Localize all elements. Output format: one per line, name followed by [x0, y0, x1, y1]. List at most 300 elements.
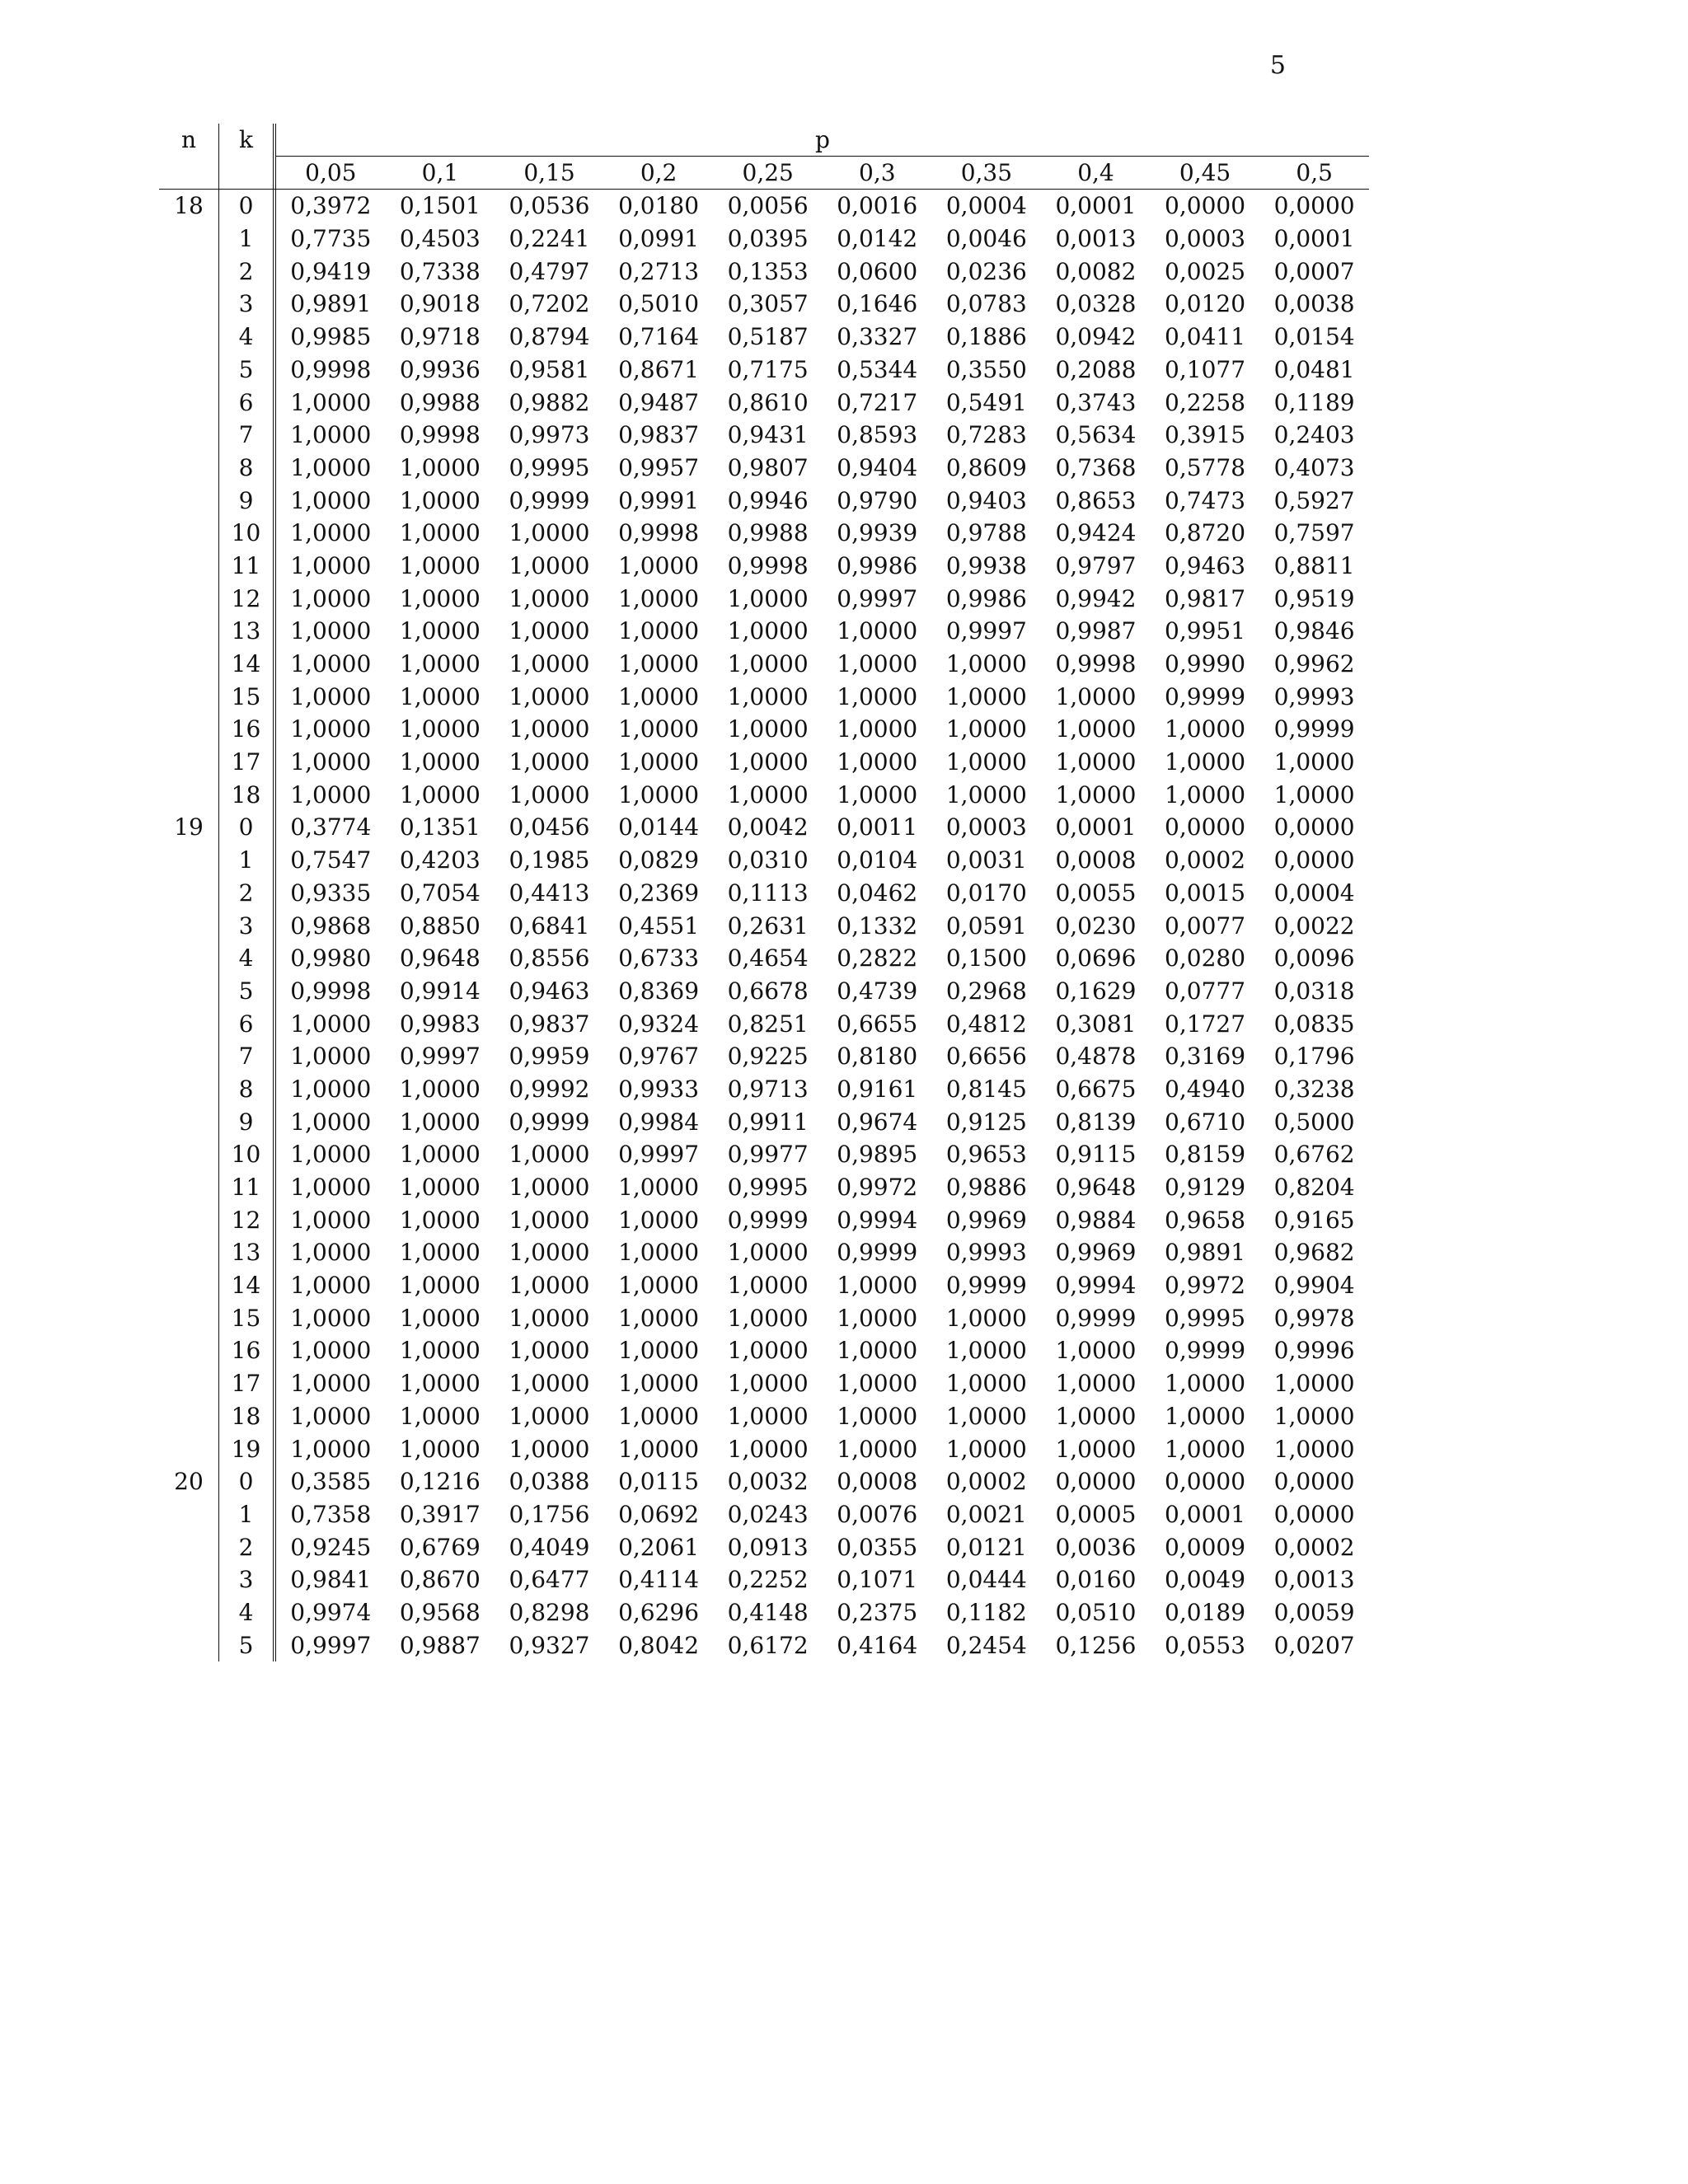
probability-cell: 0,0002: [945, 1468, 1027, 1496]
probability-cell: 0,2241: [509, 225, 590, 253]
n-cell: 19: [159, 811, 219, 844]
probability-cell: 0,2088: [1055, 355, 1137, 383]
probability-cell: 0,1113: [727, 879, 809, 907]
probability-cell: 0,9648: [1055, 1174, 1137, 1201]
probability-cell: 1,0000: [290, 617, 372, 645]
n-cell: [159, 255, 219, 288]
p-value-header: 0,05: [305, 158, 357, 186]
probability-cell: 0,8794: [509, 323, 590, 351]
n-cell: 18: [159, 190, 219, 223]
probability-cell: 1,0000: [618, 1239, 700, 1267]
n-cell: [159, 1596, 219, 1629]
k-cell: 10: [219, 1138, 276, 1171]
probability-cell: 0,0013: [1273, 1566, 1355, 1594]
probability-cell: 0,9999: [1165, 1337, 1246, 1365]
probability-cell: 0,0015: [1165, 879, 1246, 907]
probability-cell: 1,0000: [399, 1337, 481, 1365]
k-cell: 16: [219, 1334, 276, 1367]
probability-cell: 0,9911: [727, 1108, 809, 1136]
table-row: [159, 1236, 1369, 1269]
k-cell: 13: [219, 1236, 276, 1269]
k-cell: 7: [219, 419, 276, 452]
probability-cell: 0,3081: [1055, 1010, 1137, 1038]
n-header: n: [159, 124, 219, 157]
probability-cell: 0,3169: [1165, 1043, 1246, 1071]
probability-cell: 0,0236: [945, 257, 1027, 285]
probability-cell: 1,0000: [290, 486, 372, 514]
probability-cell: 1,0000: [509, 617, 590, 645]
k-cell: 11: [219, 550, 276, 583]
probability-cell: 0,4940: [1165, 1075, 1246, 1103]
probability-cell: 0,6477: [509, 1566, 590, 1594]
table-row: [159, 321, 1369, 354]
probability-cell: 0,0000: [1273, 192, 1355, 220]
k-cell: 15: [219, 681, 276, 714]
probability-cell: 1,0000: [399, 486, 481, 514]
probability-cell: 0,0000: [1273, 1500, 1355, 1528]
binomial-table: [159, 124, 1369, 1661]
probability-cell: 0,0000: [1165, 813, 1246, 841]
probability-cell: 0,0388: [509, 1468, 590, 1496]
probability-cell: 1,0000: [399, 617, 481, 645]
probability-cell: 0,0600: [837, 257, 918, 285]
probability-cell: 0,9324: [618, 1010, 700, 1038]
probability-cell: 0,9999: [509, 1108, 590, 1136]
table-row: [159, 648, 1369, 681]
probability-cell: 0,9335: [290, 879, 372, 907]
probability-cell: 0,2375: [837, 1598, 918, 1626]
probability-cell: 0,0783: [945, 290, 1027, 318]
probability-cell: 0,0355: [837, 1533, 918, 1561]
probability-cell: 0,1256: [1055, 1631, 1137, 1659]
probability-cell: 1,0000: [945, 1370, 1027, 1398]
probability-cell: 1,0000: [1055, 715, 1137, 743]
n-cell: [159, 387, 219, 419]
probability-cell: 0,3327: [837, 323, 918, 351]
probability-cell: 0,6762: [1273, 1141, 1355, 1169]
probability-cell: 0,4739: [837, 977, 918, 1005]
probability-cell: 0,9841: [290, 1566, 372, 1594]
probability-cell: 0,9997: [618, 1141, 700, 1169]
probability-cell: 1,0000: [290, 1010, 372, 1038]
probability-cell: 1,0000: [399, 1402, 481, 1430]
probability-cell: 0,9718: [399, 323, 481, 351]
probability-cell: 0,0121: [945, 1533, 1027, 1561]
probability-cell: 1,0000: [509, 1370, 590, 1398]
probability-cell: 0,0005: [1055, 1500, 1137, 1528]
k-cell: 12: [219, 583, 276, 616]
probability-cell: 0,8609: [945, 453, 1027, 481]
table-row: [159, 746, 1369, 779]
probability-cell: 1,0000: [290, 1304, 372, 1332]
probability-cell: 1,0000: [399, 1370, 481, 1398]
probability-cell: 0,0031: [945, 846, 1027, 874]
probability-cell: 1,0000: [618, 1206, 700, 1234]
probability-cell: 0,8251: [727, 1010, 809, 1038]
probability-cell: 0,0510: [1055, 1598, 1137, 1626]
probability-cell: 1,0000: [618, 1435, 700, 1463]
table-row: [159, 1106, 1369, 1139]
probability-cell: 1,0000: [837, 682, 918, 710]
k-cell: 8: [219, 452, 276, 485]
probability-cell: 1,0000: [399, 1206, 481, 1234]
probability-cell: 0,9999: [1273, 715, 1355, 743]
probability-cell: 1,0000: [837, 1402, 918, 1430]
probability-cell: 0,7473: [1165, 486, 1246, 514]
probability-cell: 0,9403: [945, 486, 1027, 514]
probability-cell: 1,0000: [837, 1435, 918, 1463]
probability-cell: 1,0000: [290, 1370, 372, 1398]
probability-cell: 0,9674: [837, 1108, 918, 1136]
probability-cell: 0,9998: [1055, 650, 1137, 677]
probability-cell: 1,0000: [399, 682, 481, 710]
probability-cell: 0,0230: [1055, 912, 1137, 940]
probability-cell: 0,4654: [727, 944, 809, 972]
probability-cell: 0,9568: [399, 1598, 481, 1626]
probability-cell: 0,2631: [727, 912, 809, 940]
table-row: [159, 1073, 1369, 1106]
probability-cell: 1,0000: [945, 780, 1027, 808]
n-cell: [159, 1269, 219, 1302]
probability-cell: 0,5634: [1055, 421, 1137, 449]
probability-cell: 0,2403: [1273, 421, 1355, 449]
probability-cell: 0,9129: [1165, 1174, 1246, 1201]
probability-cell: 0,1629: [1055, 977, 1137, 1005]
probability-cell: 0,0004: [945, 192, 1027, 220]
probability-cell: 0,9165: [1273, 1206, 1355, 1234]
table-row: [159, 288, 1369, 321]
probability-cell: 0,6655: [837, 1010, 918, 1038]
probability-cell: 0,9998: [399, 421, 481, 449]
probability-cell: 1,0000: [399, 1304, 481, 1332]
table-row: [159, 713, 1369, 746]
n-cell: [159, 419, 219, 452]
probability-cell: 1,0000: [727, 715, 809, 743]
n-cell: [159, 1040, 219, 1073]
probability-cell: 0,1756: [509, 1500, 590, 1528]
probability-cell: 0,0001: [1165, 1500, 1246, 1528]
table-row: [159, 354, 1369, 387]
probability-cell: 0,0243: [727, 1500, 809, 1528]
probability-cell: 1,0000: [399, 1075, 481, 1103]
probability-cell: 1,0000: [509, 1435, 590, 1463]
n-cell: [159, 1531, 219, 1564]
probability-cell: 1,0000: [290, 748, 372, 776]
p-value-header: 0,2: [640, 158, 678, 186]
table-row: [159, 1531, 1369, 1564]
table-row: [159, 452, 1369, 485]
probability-cell: 0,8556: [509, 944, 590, 972]
k-cell: 18: [219, 1400, 276, 1433]
probability-cell: 0,0077: [1165, 912, 1246, 940]
probability-cell: 0,0049: [1165, 1566, 1246, 1594]
table-row: [159, 942, 1369, 975]
probability-cell: 0,2258: [1165, 388, 1246, 416]
k-cell: 6: [219, 1008, 276, 1041]
probability-cell: 1,0000: [509, 1206, 590, 1234]
probability-cell: 0,0000: [1165, 1468, 1246, 1496]
n-cell: [159, 517, 219, 550]
probability-cell: 0,2252: [727, 1566, 809, 1594]
probability-cell: 0,0000: [1055, 1468, 1137, 1496]
probability-cell: 0,0000: [1273, 1468, 1355, 1496]
k-cell: 1: [219, 223, 276, 255]
n-cell: [159, 648, 219, 681]
probability-cell: 0,7175: [727, 355, 809, 383]
probability-cell: 0,8204: [1273, 1174, 1355, 1201]
probability-cell: 0,9997: [290, 1631, 372, 1659]
table-row: [159, 1563, 1369, 1596]
probability-cell: 0,0777: [1165, 977, 1246, 1005]
table-row: [159, 1498, 1369, 1531]
probability-cell: 1,0000: [1165, 1435, 1246, 1463]
probability-cell: 0,4551: [618, 912, 700, 940]
table-row: [159, 1171, 1369, 1204]
probability-cell: 0,5491: [945, 388, 1027, 416]
n-cell: [159, 877, 219, 910]
probability-cell: 0,0142: [837, 225, 918, 253]
probability-cell: 1,0000: [618, 650, 700, 677]
table-body: [159, 190, 1369, 1661]
probability-cell: 1,0000: [727, 1402, 809, 1430]
probability-cell: 0,5927: [1273, 486, 1355, 514]
table-row: [159, 975, 1369, 1008]
probability-cell: 1,0000: [509, 519, 590, 547]
probability-cell: 1,0000: [945, 1402, 1027, 1430]
probability-cell: 1,0000: [399, 453, 481, 481]
probability-cell: 1,0000: [399, 748, 481, 776]
probability-cell: 0,9978: [1273, 1304, 1355, 1332]
probability-cell: 0,0009: [1165, 1533, 1246, 1561]
probability-cell: 1,0000: [290, 1206, 372, 1234]
n-cell: [159, 1400, 219, 1433]
probability-cell: 1,0000: [290, 1239, 372, 1267]
probability-cell: 0,9994: [837, 1206, 918, 1234]
probability-cell: 0,5000: [1273, 1108, 1355, 1136]
k-cell: 18: [219, 779, 276, 812]
probability-cell: 1,0000: [290, 453, 372, 481]
probability-cell: 1,0000: [618, 780, 700, 808]
probability-cell: 1,0000: [727, 1272, 809, 1300]
probability-cell: 1,0000: [290, 1337, 372, 1365]
k-cell: 8: [219, 1073, 276, 1106]
probability-cell: 1,0000: [1273, 1435, 1355, 1463]
probability-cell: 0,9245: [290, 1533, 372, 1561]
k-cell: 15: [219, 1302, 276, 1335]
probability-cell: 0,0692: [618, 1500, 700, 1528]
header-row-p-values: [159, 157, 1369, 190]
probability-cell: 0,9767: [618, 1043, 700, 1071]
probability-cell: 0,0008: [837, 1468, 918, 1496]
table-row: [159, 1433, 1369, 1466]
probability-cell: 0,1077: [1165, 355, 1246, 383]
probability-cell: 1,0000: [727, 617, 809, 645]
probability-cell: 0,0481: [1273, 355, 1355, 383]
probability-cell: 1,0000: [1055, 1370, 1137, 1398]
probability-cell: 0,9998: [618, 519, 700, 547]
probability-cell: 0,0022: [1273, 912, 1355, 940]
probability-cell: 0,0310: [727, 846, 809, 874]
probability-cell: 0,9790: [837, 486, 918, 514]
probability-cell: 0,0055: [1055, 879, 1137, 907]
probability-cell: 0,9895: [837, 1141, 918, 1169]
n-cell: [159, 779, 219, 812]
probability-cell: 0,8180: [837, 1043, 918, 1071]
probability-cell: 1,0000: [509, 1402, 590, 1430]
probability-cell: 0,6733: [618, 944, 700, 972]
n-cell: [159, 1138, 219, 1171]
table-row: [159, 1204, 1369, 1237]
probability-cell: 1,0000: [509, 1337, 590, 1365]
probability-cell: 0,0696: [1055, 944, 1137, 972]
table-row: [159, 1040, 1369, 1073]
probability-cell: 0,0180: [618, 192, 700, 220]
n-cell: [159, 844, 219, 877]
n-cell: [159, 1367, 219, 1400]
probability-cell: 0,9653: [945, 1141, 1027, 1169]
probability-cell: 1,0000: [399, 1239, 481, 1267]
n-cell: [159, 975, 219, 1008]
probability-cell: 1,0000: [290, 1141, 372, 1169]
probability-cell: 1,0000: [837, 780, 918, 808]
probability-cell: 0,9977: [727, 1141, 809, 1169]
probability-cell: 1,0000: [1273, 780, 1355, 808]
probability-cell: 0,4503: [399, 225, 481, 253]
probability-cell: 0,8850: [399, 912, 481, 940]
n-cell: [159, 1106, 219, 1139]
probability-cell: 1,0000: [945, 715, 1027, 743]
probability-cell: 0,9431: [727, 421, 809, 449]
n-cell: [159, 1171, 219, 1204]
k-cell: 19: [219, 1433, 276, 1466]
probability-cell: 0,0076: [837, 1500, 918, 1528]
probability-cell: 1,0000: [618, 748, 700, 776]
probability-cell: 0,9887: [399, 1631, 481, 1659]
probability-cell: 0,4164: [837, 1631, 918, 1659]
probability-cell: 0,0025: [1165, 257, 1246, 285]
probability-cell: 1,0000: [945, 1304, 1027, 1332]
probability-cell: 1,0000: [290, 388, 372, 416]
probability-cell: 0,9904: [1273, 1272, 1355, 1300]
probability-cell: 0,8145: [945, 1075, 1027, 1103]
probability-cell: 0,9327: [509, 1631, 590, 1659]
table-row: [159, 1367, 1369, 1400]
probability-cell: 0,9999: [509, 486, 590, 514]
probability-cell: 0,9225: [727, 1043, 809, 1071]
probability-cell: 1,0000: [509, 1304, 590, 1332]
probability-cell: 1,0000: [837, 715, 918, 743]
n-cell: [159, 321, 219, 354]
probability-cell: 0,0004: [1273, 879, 1355, 907]
probability-cell: 0,9974: [290, 1598, 372, 1626]
probability-cell: 0,4114: [618, 1566, 700, 1594]
probability-cell: 0,1501: [399, 192, 481, 220]
n-cell: [159, 452, 219, 485]
probability-cell: 0,8139: [1055, 1108, 1137, 1136]
probability-cell: 1,0000: [290, 1043, 372, 1071]
probability-cell: 0,9936: [399, 355, 481, 383]
probability-cell: 0,9957: [618, 453, 700, 481]
probability-cell: 0,9891: [290, 290, 372, 318]
probability-cell: 0,0016: [837, 192, 918, 220]
probability-cell: 0,8593: [837, 421, 918, 449]
probability-cell: 0,9988: [399, 388, 481, 416]
probability-cell: 0,1796: [1273, 1043, 1355, 1071]
probability-cell: 0,0942: [1055, 323, 1137, 351]
probability-cell: 1,0000: [399, 1272, 481, 1300]
page-number: 5: [1269, 51, 1286, 80]
probability-cell: 0,9991: [618, 486, 700, 514]
probability-cell: 0,1886: [945, 323, 1027, 351]
table-row: [159, 1400, 1369, 1433]
probability-cell: 1,0000: [399, 1435, 481, 1463]
probability-cell: 0,2713: [618, 257, 700, 285]
n-cell: [159, 1236, 219, 1269]
table-row: [159, 190, 1369, 223]
p-value-header: 0,15: [523, 158, 575, 186]
header-row-top: [159, 124, 1369, 157]
n-cell: [159, 1498, 219, 1531]
k-cell: 4: [219, 321, 276, 354]
probability-cell: 0,8042: [618, 1631, 700, 1659]
k-cell: 5: [219, 975, 276, 1008]
probability-cell: 0,0013: [1055, 225, 1137, 253]
probability-cell: 0,9886: [945, 1174, 1027, 1201]
probability-cell: 0,7368: [1055, 453, 1137, 481]
probability-cell: 0,9969: [1055, 1239, 1137, 1267]
probability-cell: 0,9993: [945, 1239, 1027, 1267]
probability-cell: 0,0056: [727, 192, 809, 220]
probability-cell: 1,0000: [945, 1337, 1027, 1365]
probability-cell: 0,7217: [837, 388, 918, 416]
probability-cell: 0,1351: [399, 813, 481, 841]
probability-cell: 0,7283: [945, 421, 1027, 449]
p-header: p: [276, 124, 1369, 157]
k-cell: 12: [219, 1204, 276, 1237]
probability-cell: 0,9972: [1165, 1272, 1246, 1300]
probability-cell: 0,9951: [1165, 617, 1246, 645]
probability-cell: 0,3915: [1165, 421, 1246, 449]
probability-cell: 0,9018: [399, 290, 481, 318]
probability-cell: 0,9983: [399, 1010, 481, 1038]
probability-cell: 1,0000: [837, 1272, 918, 1300]
table-row: [159, 1008, 1369, 1041]
table-row: [159, 910, 1369, 943]
n-cell: [159, 910, 219, 943]
probability-cell: 1,0000: [727, 1304, 809, 1332]
probability-cell: 1,0000: [727, 1370, 809, 1398]
probability-cell: 1,0000: [1165, 1402, 1246, 1430]
probability-cell: 0,9995: [509, 453, 590, 481]
k-cell: 9: [219, 1106, 276, 1139]
probability-cell: 0,9984: [618, 1108, 700, 1136]
probability-cell: 0,9161: [837, 1075, 918, 1103]
probability-cell: 0,4797: [509, 257, 590, 285]
k-header: k: [219, 124, 276, 157]
probability-cell: 1,0000: [290, 1272, 372, 1300]
probability-cell: 0,4073: [1273, 453, 1355, 481]
probability-cell: 0,9988: [727, 519, 809, 547]
probability-cell: 0,0007: [1273, 257, 1355, 285]
n-cell: [159, 746, 219, 779]
probability-cell: 0,1727: [1165, 1010, 1246, 1038]
probability-cell: 1,0000: [837, 1370, 918, 1398]
probability-cell: 0,9125: [945, 1108, 1027, 1136]
probability-cell: 0,9973: [509, 421, 590, 449]
probability-cell: 0,0120: [1165, 290, 1246, 318]
probability-cell: 1,0000: [727, 650, 809, 677]
k-cell: 16: [219, 713, 276, 746]
